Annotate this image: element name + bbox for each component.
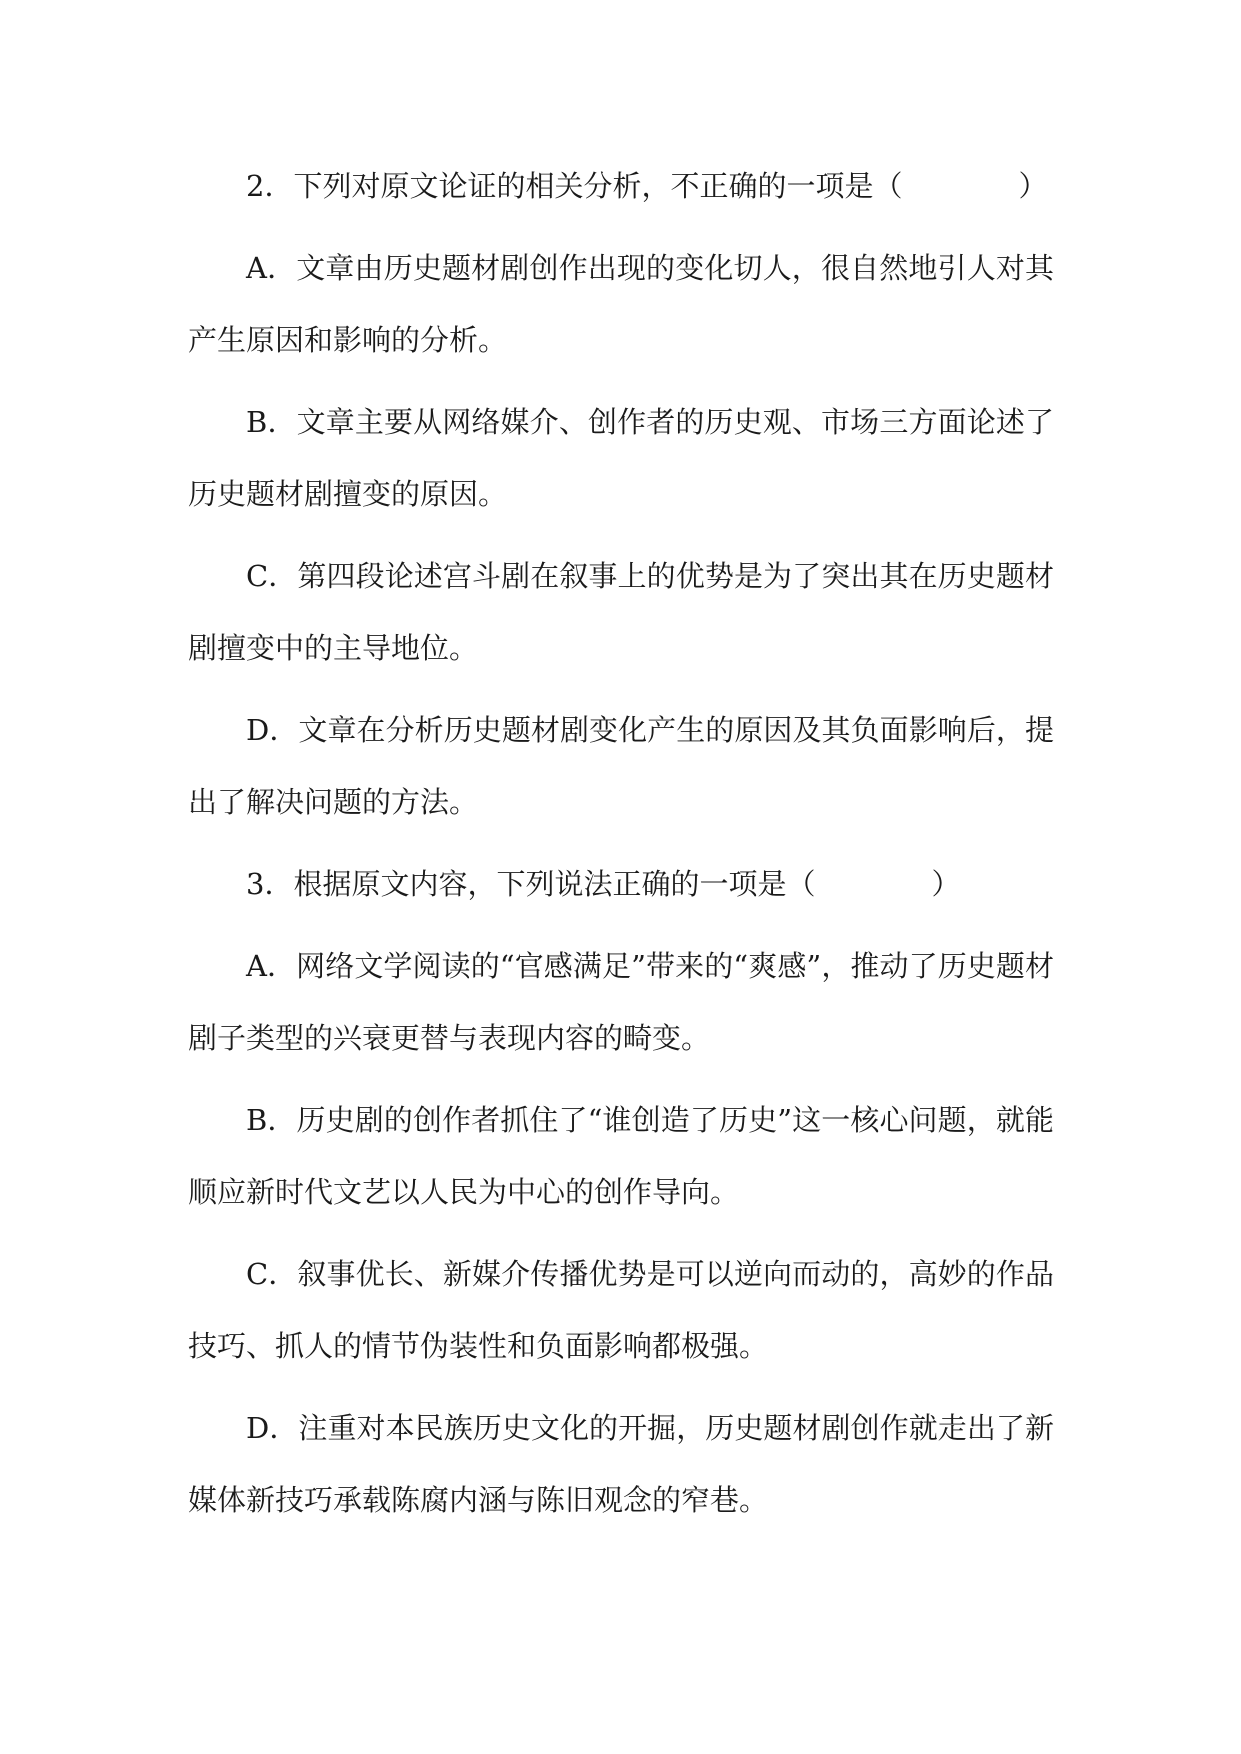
question-list (188, 150, 1054, 1546)
question-3-option-c: C．叙事优长、新媒介传播优势是可以逆向而动的，高妙的作品技巧、抓人的情节伪装性和负面影响都极强。 (188, 1257, 1054, 1363)
question-2-option-c: C．第四段论述宫斗剧在叙事上的优势是为了突出其在历史题材剧擅变中的主导地位。 (188, 559, 1054, 665)
question-2-option-b: B．文章主要从网络媒介、创作者的历史观、市场三方面论述了历史题材剧擅变的原因。 (188, 405, 1054, 511)
question-3-stem: 3．根据原文内容，下列说法正确的一项是（ ） (246, 867, 961, 901)
question-3-option-d: D．注重对本民族历史文化的开掘，历史题材剧创作就走出了新媒体新技巧承载陈腐内涵与陈旧观念的窄巷。 (188, 1411, 1054, 1517)
question-2-option-d: D．文章在分析历史题材剧变化产生的原因及其负面影响后，提出了解决问题的方法。 (188, 713, 1054, 819)
question-2-option-a: A．文章由历史题材剧创作出现的变化切人，很自然地引人对其产生原因和影响的分析。 (188, 251, 1054, 357)
question-3-option-a: A．网络文学阅读的“官感满足”带来的“爽感”，推动了历史题材剧子类型的兴衰更替与表现内容的畸变。 (188, 949, 1054, 1055)
question-3-option-b: B．历史剧的创作者抓住了“谁创造了历史”这一核心问题，就能顺应新时代文艺以人民为中心的创作导向。 (188, 1103, 1054, 1209)
question-2-stem: 2．下列对原文论证的相关分析，不正确的一项是（ ） (246, 169, 1048, 203)
